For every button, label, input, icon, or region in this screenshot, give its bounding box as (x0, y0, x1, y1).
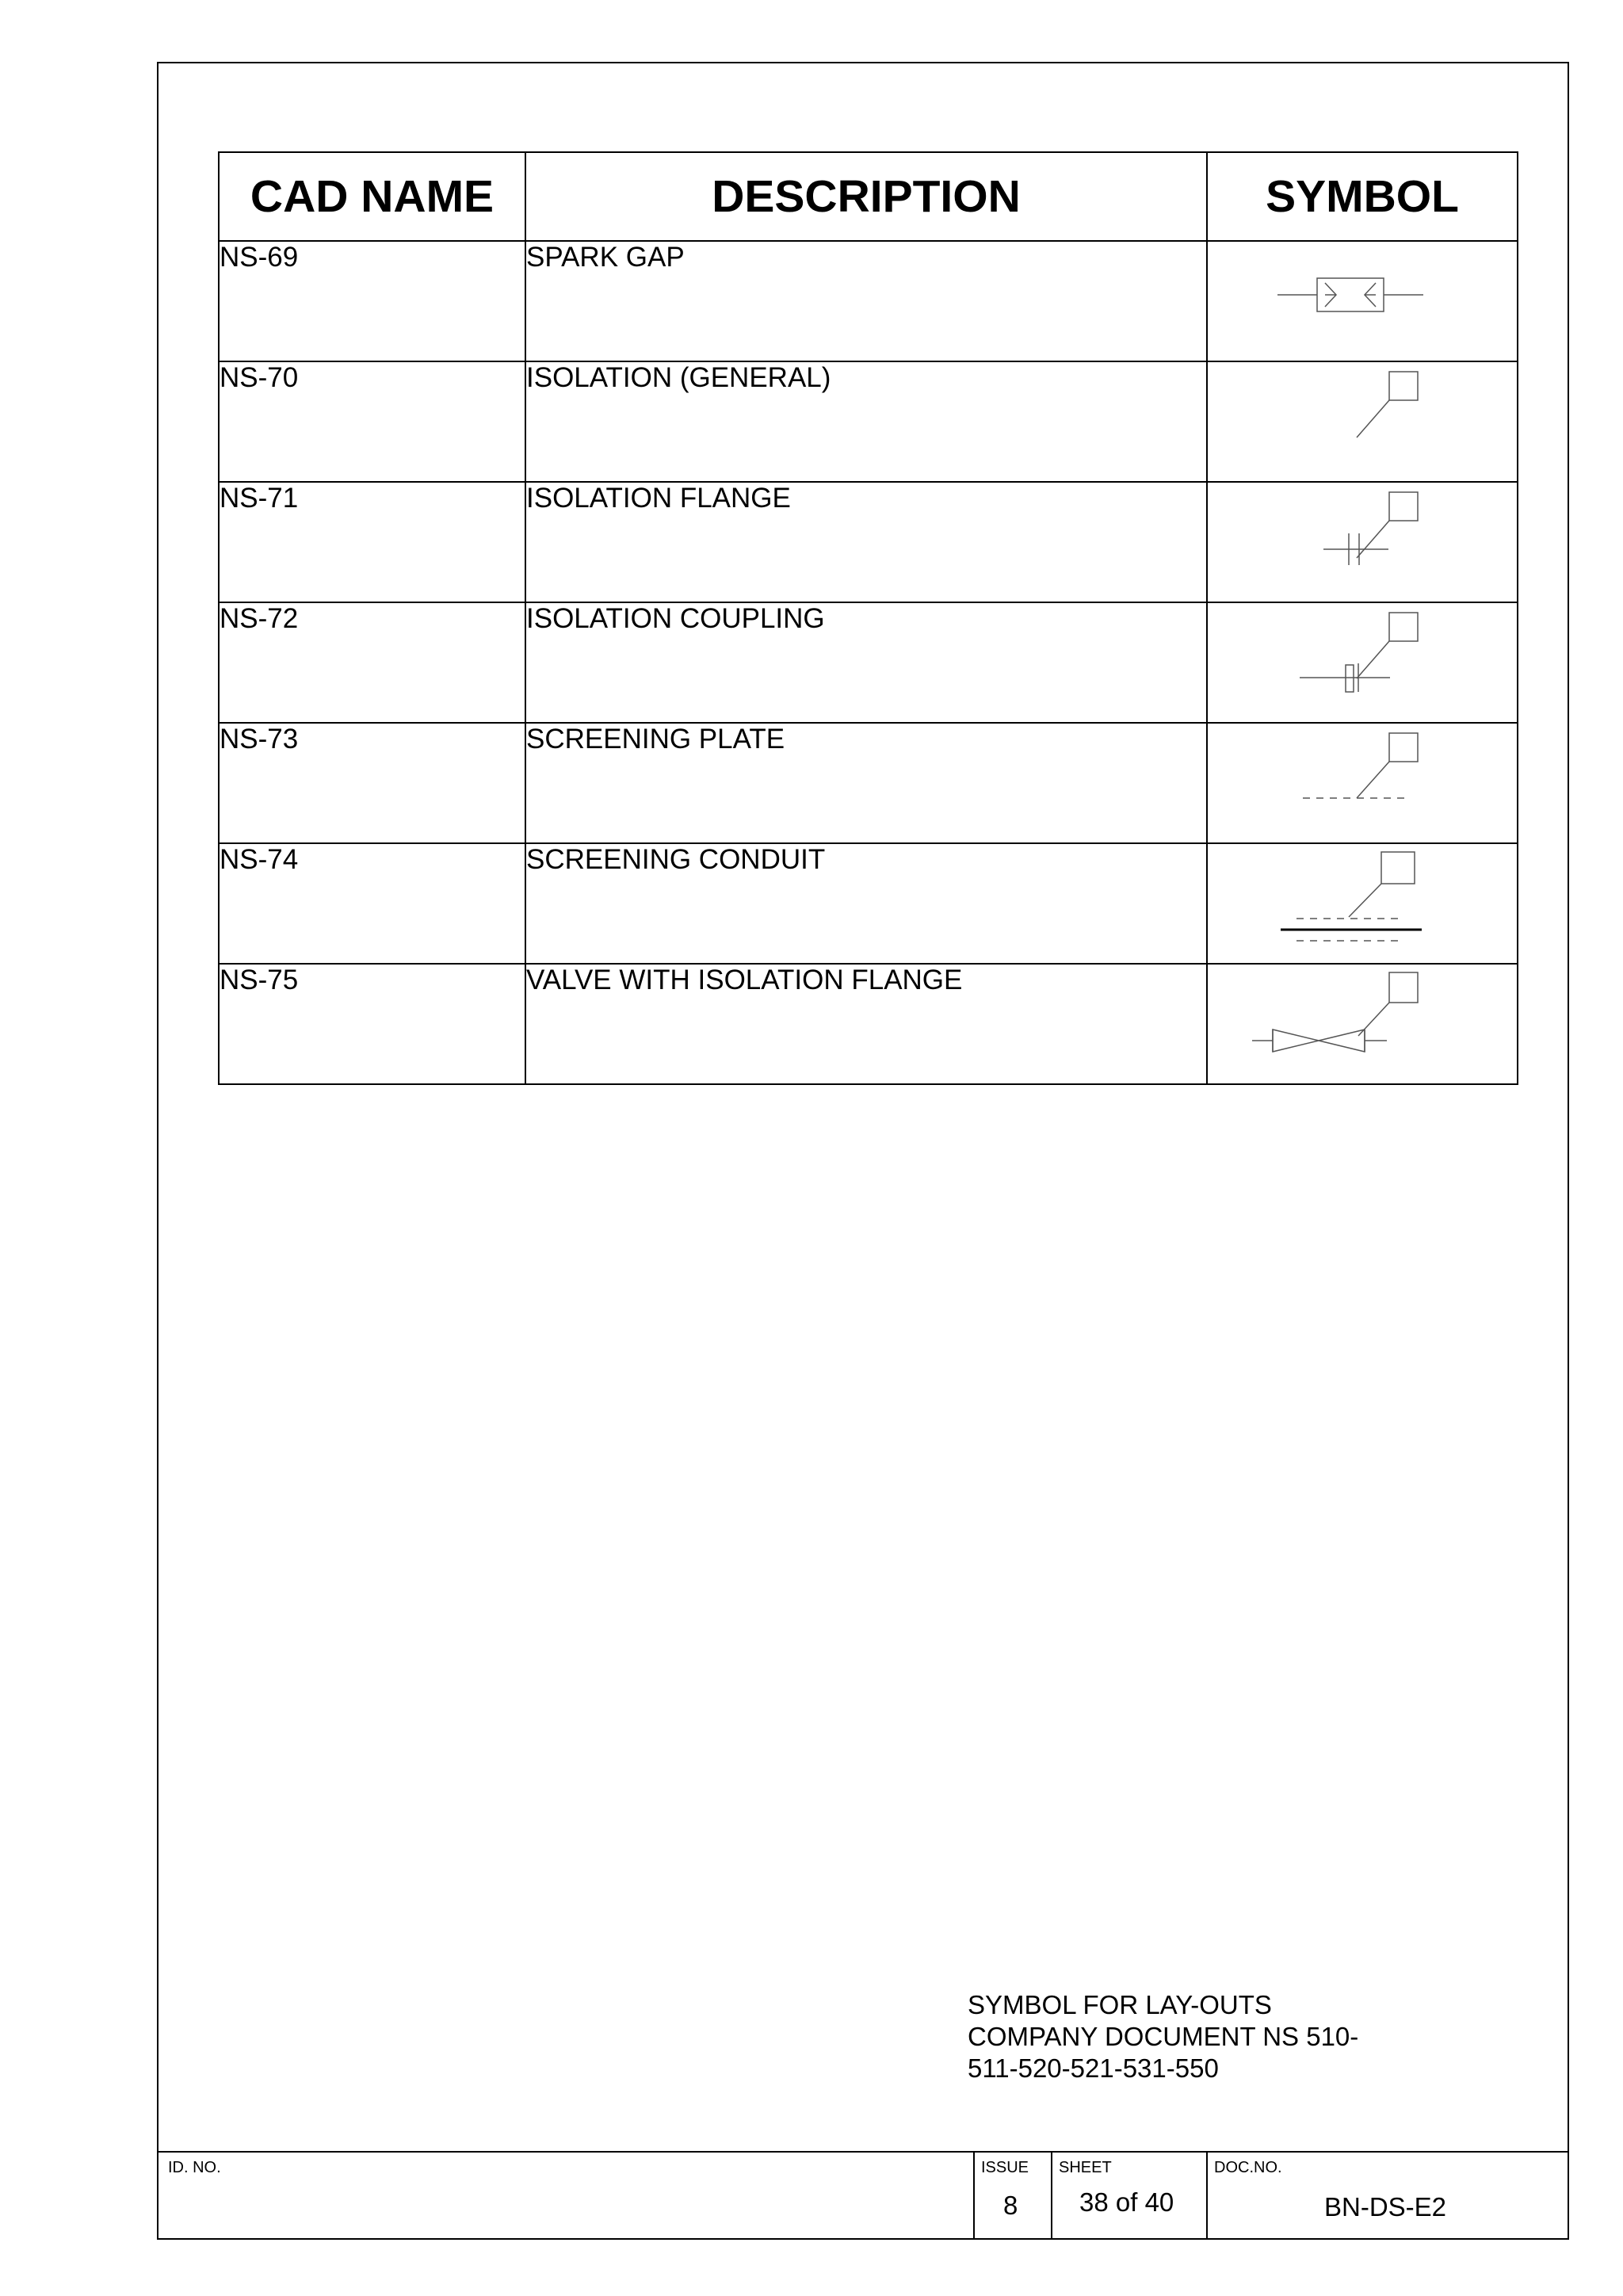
doc-no-label: DOC.NO. (1214, 2159, 1282, 2176)
header-symbol: SYMBOL (1207, 152, 1518, 241)
cad-name-cell: NS-72 (219, 602, 525, 723)
table-row (219, 482, 1518, 602)
sheet-value: 38 of 40 (1079, 2187, 1174, 2217)
symbol-cell (1207, 723, 1518, 843)
valve-isolation-flange-icon (1208, 965, 1518, 1083)
header-description: DESCRIPTION (525, 152, 1207, 241)
description-cell: SCREENING CONDUIT (525, 843, 1207, 964)
symbol-cell (1207, 602, 1518, 723)
symbol-cell (1207, 241, 1518, 361)
table-header-row (219, 152, 1518, 241)
caption-line: COMPANY DOCUMENT NS 510- (968, 2022, 1359, 2051)
cad-name-cell: NS-69 (219, 241, 525, 361)
symbol-cell (1207, 964, 1518, 1084)
issue-value: 8 (1003, 2191, 1018, 2220)
cad-name-cell: NS-74 (219, 843, 525, 964)
screening-plate-icon (1208, 724, 1518, 842)
symbol-table (218, 151, 1518, 1085)
cad-name-cell: NS-71 (219, 482, 525, 602)
table-row (219, 964, 1518, 1084)
table-row (219, 361, 1518, 482)
isolation-flange-icon (1208, 483, 1518, 602)
table-row (219, 843, 1518, 964)
cad-name-cell: NS-75 (219, 964, 525, 1084)
description-cell: VALVE WITH ISOLATION FLANGE (525, 964, 1207, 1084)
sheet-label: SHEET (1059, 2159, 1112, 2176)
id-no-label: ID. NO. (168, 2159, 221, 2176)
description-cell: SPARK GAP (525, 241, 1207, 361)
title-block-divider (1051, 2151, 1052, 2240)
drawing-caption (968, 1989, 1411, 2084)
description-cell: SCREENING PLATE (525, 723, 1207, 843)
title-block-top-rule (157, 2151, 1569, 2153)
table-row (219, 241, 1518, 361)
symbol-cell (1207, 482, 1518, 602)
symbol-cell (1207, 843, 1518, 964)
caption-line: SYMBOL FOR LAY-OUTS (968, 1990, 1272, 2019)
title-block (157, 2151, 1569, 2240)
description-cell: ISOLATION (GENERAL) (525, 361, 1207, 482)
cad-name-cell: NS-70 (219, 361, 525, 482)
description-cell: ISOLATION COUPLING (525, 602, 1207, 723)
cad-name-cell: NS-73 (219, 723, 525, 843)
header-cad-name: CAD NAME (219, 152, 525, 241)
screening-conduit-icon (1208, 844, 1518, 963)
table-row (219, 602, 1518, 723)
description-cell: ISOLATION FLANGE (525, 482, 1207, 602)
doc-no-value: BN-DS-E2 (1324, 2192, 1447, 2222)
symbol-cell (1207, 361, 1518, 482)
issue-label: ISSUE (981, 2159, 1029, 2176)
isolation-general-icon (1208, 362, 1518, 481)
title-block-divider (1206, 2151, 1208, 2240)
table-row (219, 723, 1518, 843)
spark-gap-icon (1208, 242, 1518, 361)
title-block-divider (973, 2151, 975, 2240)
caption-line: 511-520-521-531-550 (968, 2053, 1219, 2083)
isolation-coupling-icon (1208, 603, 1518, 722)
